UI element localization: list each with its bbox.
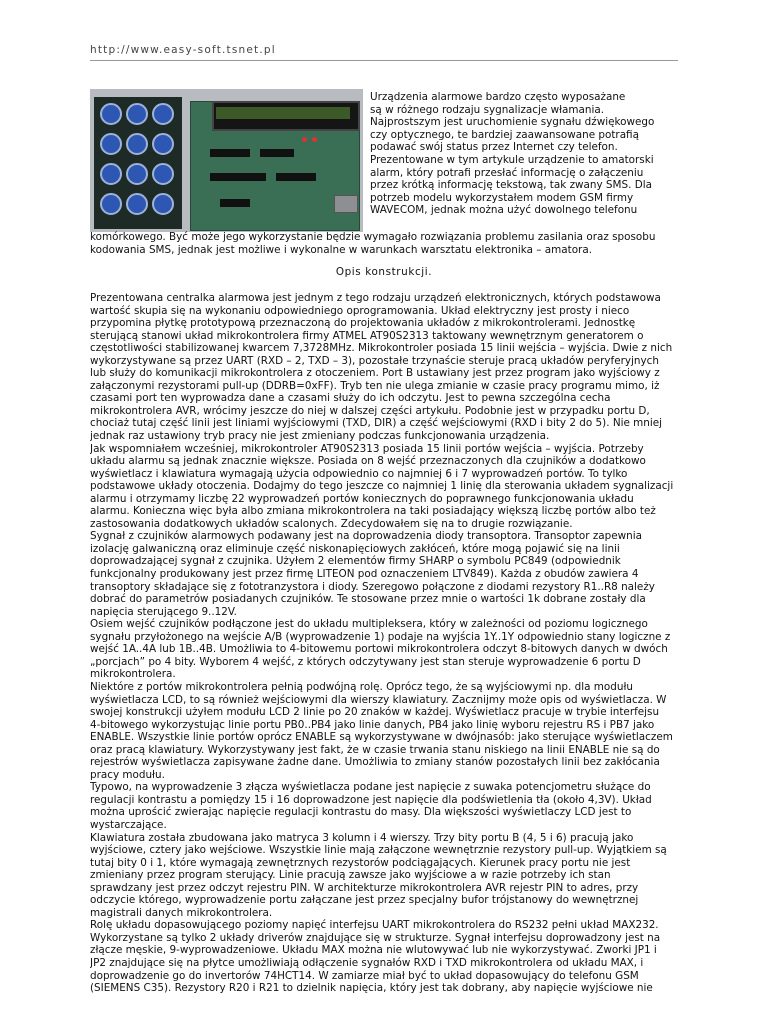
body-line: Sygnał z czujników alarmowych podawany jest na doprowadzenia diody transoptora. Transoptor zapewnia (90, 530, 642, 543)
text-line: potrzeb modelu wykorzystałem modem GSM firmy (370, 191, 634, 204)
body-line: izolację galwaniczną oraz eliminuje część niskonapięciowych zakłóceń, które mogą pojawić się na linii (90, 542, 620, 555)
keypad-key (126, 133, 148, 155)
body-text (90, 292, 680, 995)
body-line: ENABLE. Wszystkie linie portów oprócz ENABLE są wykorzystywane w dwójnasób: jako sterujące wyświetlaczem (90, 731, 673, 744)
ic-chip (260, 149, 294, 157)
body-line: rejestrów wyświetlacza zapisywane żadne dane. Umożliwia to zmiany stanów pozostałych linii bez zakłócania (90, 756, 660, 769)
body-line: Wykorzystane są tylko 2 układy driverów znajdujące się w strukturze. Sygnał interfejsu doprowadzony jest na (90, 931, 661, 944)
body-line: przypomina płytkę prototypową przeznaczoną do projektowania układów z mikrokontrolerami. Jednostkę (90, 317, 636, 330)
keypad-key (152, 133, 174, 155)
body-line: chociaż tutaj część linii jest liniami wyjściowymi (TXD, DIR) a część wejściowymi (RXD i bity 2 do 5). Nie mniej (90, 417, 663, 430)
body-line: Niektóre z portów mikrokontrolera pełnią podwójną rolę. Oprócz tego, że są wyjściowymi np. dla modułu (90, 680, 633, 693)
text-line: są w różnego rodzaju sygnalizacje włamania. (370, 103, 605, 116)
ic-chip (210, 149, 250, 157)
body-line: czasami port ten wyprowadza dane a czasami służy do ich odczytu. Jest to pewna szczególna cecha (90, 392, 611, 405)
body-line: wyjściowe, cztery jako wejściowe. Wszystkie linie mają załączone wewnętrznie rezystory pull-up. Wyjątkiem są (90, 844, 667, 857)
body-line: dobrać do parametrów posiadanych czujników. Te stosowane przez mnie o wartości 1k dobrane zostały dla (90, 593, 646, 606)
body-line: lub służy do komunikacji mikrokontrolera z otoczeniem. Port B ustawiany jest przez program jako wyjściowy z (90, 367, 660, 380)
intro-continuation (90, 231, 680, 256)
body-line: tutaj bity 0 i 1, które wymagają zewnętrznych rezystorów podciągających. Kierunek pracy portu nie jest (90, 856, 631, 869)
device-photo (90, 89, 363, 232)
db9-connector (334, 195, 358, 213)
section-title: Opis konstrukcji. (335, 266, 433, 278)
body-line: alarmu i otrzymamy liczbę 22 wyprowadzeń portów koniecznych do poprawnego funkcjonowania układu (90, 492, 634, 505)
header-divider (90, 60, 678, 61)
body-line: częstotliwości stabilizowanej kwarcem 7,3728MHz. Mikrokontroler posiada 15 linii wejścia – wyjścia. Dwie z nich (90, 342, 673, 355)
body-line: sterującą stanowi układ mikrokontrolera firmy ATMEL AT90S2313 taktowany wewnętrznym generatorem o (90, 329, 644, 342)
body-line: Klawiatura została zbudowana jako matryca 3 kolumn i 4 wierszy. Trzy bity portu B (4, 5 i 6) pracują jako (90, 831, 634, 844)
body-line: 4-bitowego wykorzystując linie portu PB0..PB4 jako linie danych, PB4 jako linię wyboru rejestru RS i PB7 jako (90, 718, 655, 731)
text-line: podawać swój status przez Internet czy telefon. (370, 141, 618, 154)
body-line: magistrali danych mikrokontrolera. (90, 906, 273, 919)
ic-chip (276, 173, 316, 181)
body-line: odczycie którego, wyprowadzenie portu załączane jest przez specjalny bufor trójstanowy do wewnętrznej (90, 894, 639, 907)
body-line: „porcjach” po 4 bity. Wyborem 4 wejść, z których odczytywany jest stan steruje wyprowadzenie 6 portu D (90, 655, 641, 668)
body-line: pracy modułu. (90, 768, 165, 781)
keypad-key (152, 193, 174, 215)
body-line: układu alarmu są jednak znacznie większe. Posiada on 8 wejść przeznaczonych dla czujników a dodatkowo (90, 455, 646, 468)
lcd-window (216, 107, 350, 119)
keypad-key (126, 163, 148, 185)
body-line: Prezentowana centralka alarmowa jest jednym z tego rodzaju urządzeń elektronicznych, których podstawowa (90, 292, 661, 304)
text-line: Prezentowane w tym artykule urządzenie to amatorski (370, 153, 654, 166)
body-line: jednak raz ustawiony tryb pracy nie jest zmieniany podczas funkcjonowania urządzenia. (90, 430, 550, 443)
body-line: zastosowania dodatkowych układów scalonych. Zdecydowałem się na to drugie rozwiązanie. (90, 517, 573, 530)
body-line: Osiem wejść czujników podłączone jest do układu multipleksera, który w zależności od poziomu logicznego (90, 618, 648, 631)
text-line: czy optycznego, te bardziej zaawansowane potrafią (370, 128, 639, 141)
keypad-key (126, 193, 148, 215)
keypad-key (152, 163, 174, 185)
body-line: zmieniany przez program sterujący. Linie pracują zawsze jako wyjściowe a w razie potrzeby ich stan (90, 869, 611, 882)
keypad-key (152, 103, 174, 125)
ic-chip (210, 173, 266, 181)
body-line: doprowadzającej sygnał z czujnika. Użyłem 2 elementów firmy SHARP o symbolu PC849 (odpowiednik (90, 555, 621, 568)
body-line: funkcjonalny produkowany jest przez firmę LITEON pod oznaczeniem LTV849). Każda z obudów zawiera 4 (90, 568, 639, 581)
body-line: załączonymi rezystorami pull-up (DDRB=0xFF). Tryb ten nie ulega zmianie w czasie pracy programu mimo, iż (90, 379, 660, 392)
body-line: transoptory składające się z fototranzystora i diody. Szeregowo połączone z diodami rezystory R1..R8 należy (90, 580, 655, 593)
body-line: swojej konstrukcji użyłem modułu LCD 2 linie po 20 znaków w każdej. Wyświetlacz pracuje w trybie interfejsu (90, 706, 660, 719)
keypad-key (100, 133, 122, 155)
ic-chip (220, 199, 250, 207)
body-line: można uprościć zwierając napięcie regulacji kontrastu do masy. Dla większości wyświetlaczy LCD jest to (90, 806, 632, 819)
keypad-key (100, 193, 122, 215)
keypad-key (100, 103, 122, 125)
text-line: Najprostszym jest uruchomienie sygnału dźwiękowego (370, 116, 655, 129)
body-line: wejść 1A..4A lub 1B..4B. Umożliwia to 4-bitowemu portowi mikrokontrolera odczyt 8-bitowych danych w dwóch (90, 643, 668, 656)
body-line: regulacji kontrastu a pomiędzy 15 i 16 doprowadzone jest napięcie dla podświetlenia tła (około 4,3V). Układ (90, 793, 652, 806)
body-line: (SIEMENS C35). Rezystory R20 i R21 to dzielnik napięcia, który jest tak dobrany, aby napięcie wyjściowe nie (90, 982, 653, 995)
text-line: WAVECOM, jednak można użyć dowolnego telefonu (370, 204, 638, 217)
body-line: JP2 znajdujące się na płytce umożliwiają odłączenie sygnałów RXD i TXD mikrokontrolera od układu MAX, i (90, 956, 644, 969)
keypad-key (100, 163, 122, 185)
body-line: Jak wspomniałem wcześniej, mikrokontroler AT90S2313 posiada 15 linii portów wejścia – wyjścia. Potrzeby (90, 442, 644, 455)
led (302, 137, 307, 142)
body-line: doprowadzenie go do invertorów 74HCT14. W zamiarze miał być to układ dopasowujący do telefonu GSM (90, 969, 639, 982)
body-line: wartość skupia się na wykonaniu odpowiedniego oprogramowania. Układ elektryczny jest prosty i nieco (90, 304, 630, 317)
body-line: oraz pracą klawiatury. Wykorzystywany jest fakt, że w czasie trwania stanu niskiego na linii ENABLE nie są do (90, 743, 660, 756)
body-line: sprawdzany jest przez odczyt rejestru PIN. W architekturze mikrokontrolera AVR rejestr PIN to adres, przy (90, 881, 639, 894)
text-line: przez krótką informację tekstową, tak zwany SMS. Dla (370, 179, 652, 192)
keypad-key (126, 103, 148, 125)
body-line: złącze męskie, 9-wyprowadzeniowe. Układu MAX można nie wlutowywać lub nie wykorzystywać. Zworki JP1 i (90, 944, 657, 957)
body-line: napięcia sterującego 9..12V. (90, 605, 237, 618)
text-line: kodowania SMS, jednak jest możliwe i wykonalne w warunkach warsztatu elektronika – amatora. (90, 243, 592, 256)
body-line: mikrokontrolera. (90, 668, 176, 681)
body-line: alarmu. Konieczna więc była albo zmiana mikrokontrolera na taki posiadający większą liczbę portów albo też (90, 505, 656, 518)
body-line: wyświetlacz i klawiatura wymagają użycia odpowiednio co najmniej 6 i 7 wyprowadzeń portów. To tylko (90, 467, 628, 480)
intro-wrapped-paragraph (370, 91, 680, 217)
text-line: Urządzenia alarmowe bardzo często wyposażane (370, 91, 626, 103)
text-line: alarm, który potrafi przesłać informację o załączeniu (370, 166, 644, 179)
body-line: sygnału przyłożonego na wejście A/B (wyprowadzenie 1) podaje na wyjścia 1Y..1Y odpowiednio stany logiczne z (90, 630, 671, 643)
body-line: wyświetlacza LCD, to są również wejściowymi dla wierszy klawiatury. Zacznijmy może opis od wyświetlacza. W (90, 693, 667, 706)
led (312, 137, 317, 142)
body-line: mikrokontrolera AVR, wrócimy jeszcze do niej w dalszej części artykułu. Podobnie jest w przypadku portu D, (90, 404, 650, 417)
body-line: wystarczające. (90, 818, 167, 831)
body-line: podstawowe układy otoczenia. Dodajmy do tego jeszcze co najmniej 1 linię dla sterowania układem sygnalizacji (90, 480, 674, 493)
text-line: komórkowego. Być może jego wykorzystanie będzie wymagało rozwiązania problemu zasilania oraz sposobu (90, 231, 656, 243)
body-line: wykorzystywane są przez UART (RXD – 2, TXD – 3), pozostałe trzynaście steruje pracą układów peryferyjnych (90, 354, 659, 367)
body-line: Rolę układu dopasowującego poziomy napięć interfejsu UART mikrokontrolera do RS232 pełni układ MAX232. (90, 919, 659, 932)
body-line: Typowo, na wyprowadzenie 3 złącza wyświetlacza podane jest napięcie z suwaka potencjometru służące do (90, 781, 651, 794)
header-url: http://www.easy-soft.tsnet.pl (90, 44, 276, 56)
